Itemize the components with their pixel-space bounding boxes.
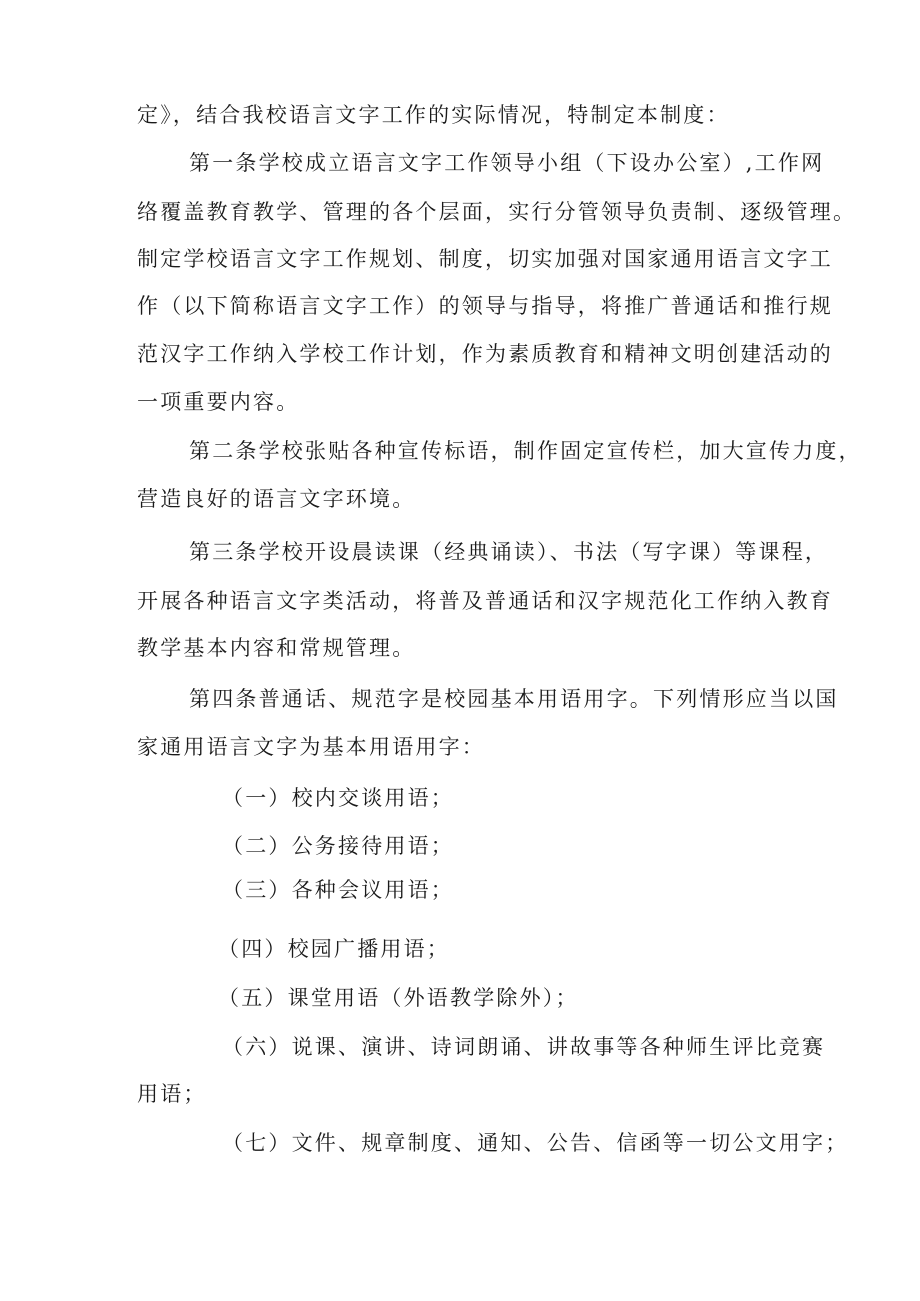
list-item-4: （四）校园广播用语； bbox=[218, 937, 450, 961]
article-1-line-2: 络覆盖教育教学、管理的各个层面，实行分管领导负责制、逐级管理。 bbox=[137, 200, 857, 224]
list-item-6-line-2: 用语； bbox=[137, 1082, 207, 1106]
list-item-6-line-1: （六）说课、演讲、诗词朗诵、讲故事等各种师生评比竞赛 bbox=[222, 1035, 826, 1059]
text-line-intro-end: 定》，结合我校语言文字工作的实际情况，特制定本制度： bbox=[137, 103, 730, 127]
article-2-line-1: 第二条学校张贴各种宣传标语，制作固定宣传栏，加大宣传力度， bbox=[189, 439, 862, 463]
list-item-3: （三）各种会议用语； bbox=[222, 878, 454, 902]
article-1-line-1: 第一条学校成立语言文字工作领导小组（下设办公室）,工作网 bbox=[189, 151, 825, 175]
article-1-line-5: 范汉字工作纳入学校工作计划，作为素质教育和精神文明创建活动的 bbox=[137, 342, 833, 366]
list-item-5: （五）课堂用语（外语教学除外）； bbox=[218, 986, 579, 1010]
list-item-7: （七）文件、规章制度、通知、公告、信函等一切公文用字； bbox=[222, 1131, 849, 1155]
article-3-line-2: 开展各种语言文字类活动，将普及普通话和汉字规范化工作纳入教育 bbox=[137, 589, 833, 613]
article-2-line-2: 营造良好的语言文字环境。 bbox=[137, 487, 416, 511]
list-item-1: （一）校内交谈用语； bbox=[222, 786, 454, 810]
article-1-line-3: 制定学校语言文字工作规划、制度，切实加强对国家通用语言文字工 bbox=[137, 247, 833, 271]
article-1-line-6: 一项重要内容。 bbox=[137, 390, 300, 414]
list-item-2: （二）公务接待用语； bbox=[222, 834, 454, 858]
article-1-line-4: 作（以下简称语言文字工作）的领导与指导，将推广普通话和推行规 bbox=[137, 294, 833, 318]
article-4-line-1: 第四条普通话、规范字是校园基本用语用字。下列情形应当以国 bbox=[189, 687, 839, 711]
article-3-line-1: 第三条学校开设晨读课（经典诵读）、书法（写字课）等课程， bbox=[189, 540, 829, 564]
article-3-line-3: 教学基本内容和常规管理。 bbox=[137, 636, 416, 660]
article-4-line-2: 家通用语言文字为基本用语用字： bbox=[137, 735, 485, 759]
